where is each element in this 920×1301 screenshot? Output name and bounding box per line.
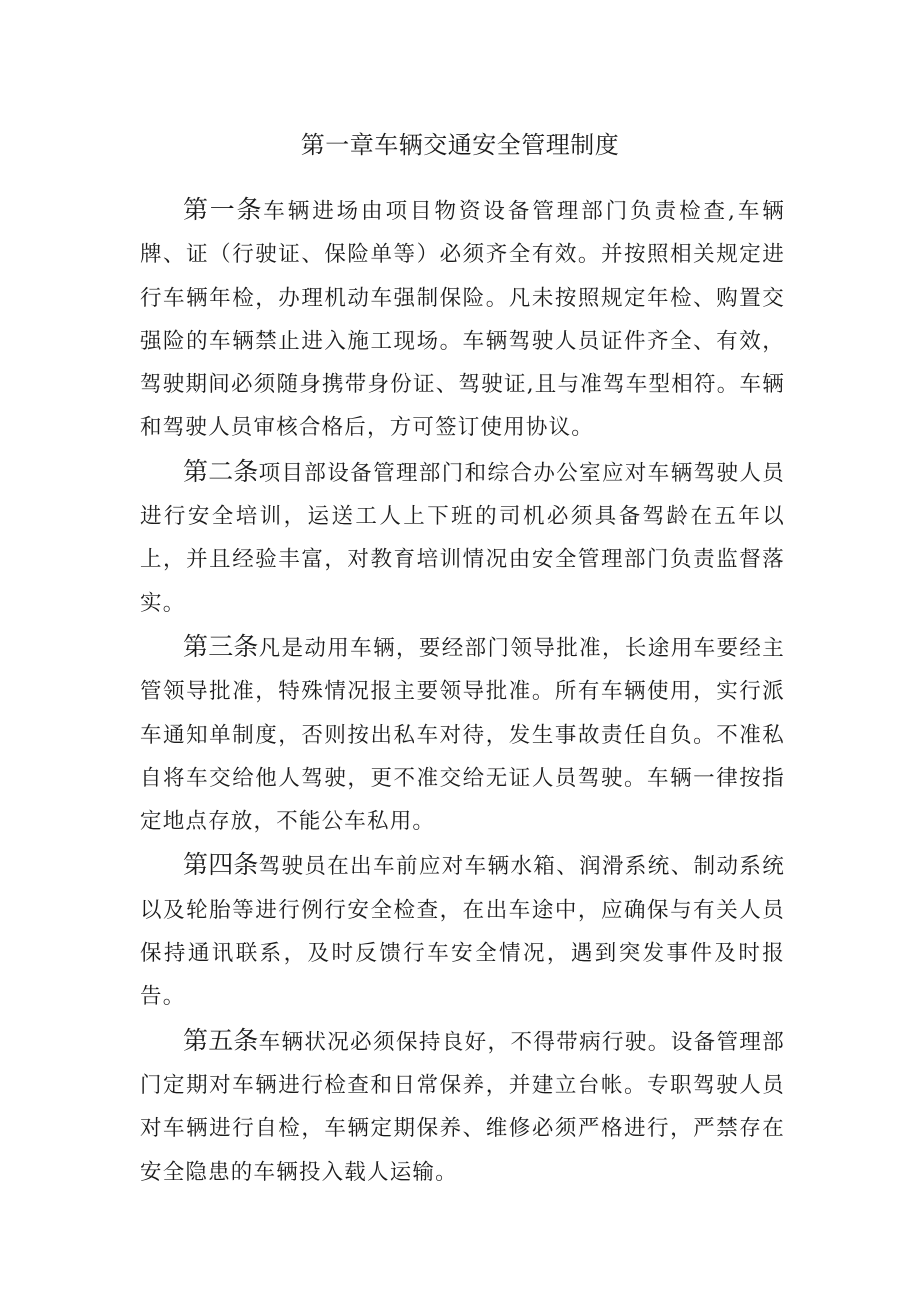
article-number: 第四条: [183, 850, 259, 880]
article-text: 车辆状况必须保持良好，不得带病行驶。设备管理部门定期对车辆进行检查和日常保养，并建立台帐。专职驾驶人员对车辆进行自检，车辆定期保养、维修必须严格进行，严禁存在安全隐患的车辆投入载人运输。: [140, 1029, 785, 1185]
article-number: 第三条: [183, 631, 259, 661]
article-4: [140, 843, 785, 1018]
article-2: [140, 450, 785, 625]
article-5: [140, 1019, 785, 1194]
article-number: 第二条: [183, 456, 259, 486]
article-number: 第一条: [183, 195, 264, 224]
article-number: 第五条: [183, 1025, 259, 1055]
article-text: 车辆进场由项目物资设备管理部门负责检查,车辆牌、证（行驶证、保险单等）必须齐全有效。并按照相关规定进行车辆年检，办理机动车强制保险。凡未按照规定年检、购置交强险的车辆禁止进入施工现场。车辆驾驶人员证件齐全、有效，驾驶期间必须随身携带身份证、驾驶证,且与准驾车型相符。车辆和驾驶人员审核合格后，方可签订使用协议。: [140, 199, 785, 441]
article-3: [140, 625, 785, 843]
article-text: 驾驶员在出车前应对车辆水箱、润滑系统、制动系统以及轮胎等进行例行安全检查，在出车途中，应确保与有关人员保持通讯联系，及时反馈行车安全情况，遇到突发事件及时报告。: [140, 854, 785, 1010]
article-1: [140, 188, 785, 450]
document-body: [140, 188, 785, 1194]
page-title: 第一章车辆交通安全管理制度: [300, 131, 620, 159]
article-text: 项目部设备管理部门和综合办公室应对车辆驾驶人员进行安全培训，运送工人上下班的司机必须具备驾龄在五年以上，并且经验丰富，对教育培训情况由安全管理部门负责监督落实。: [140, 460, 785, 616]
article-text: 凡是动用车辆，要经部门领导批准，长途用车要经主管领导批准，特殊情况报主要领导批准。所有车辆使用，实行派车通知单制度，否则按出私车对待，发生事故责任自负。不准私自将车交给他人驾驶，更不准交给无证人员驾驶。车辆一律按指定地点存放，不能公车私用。: [140, 635, 785, 835]
